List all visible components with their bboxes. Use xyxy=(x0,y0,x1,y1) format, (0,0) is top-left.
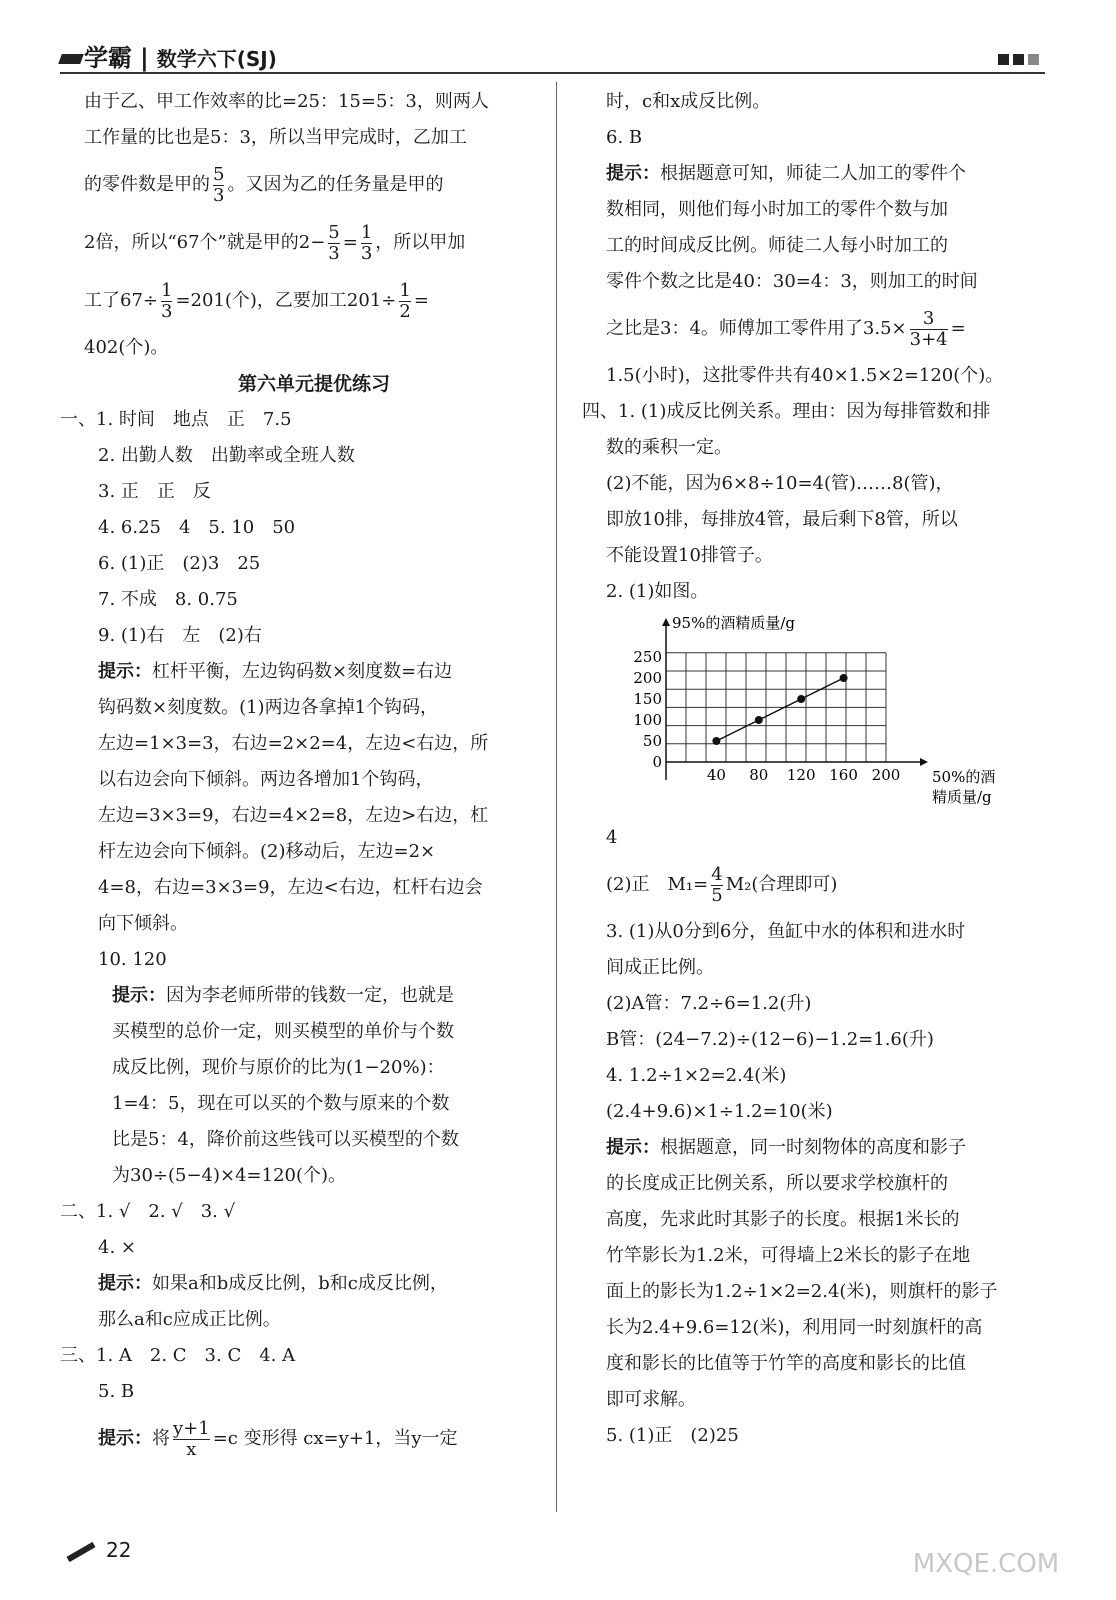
hint-line: 零件个数之比是40：30=4：3，则加工的时间 xyxy=(606,271,978,292)
brand-name: 学霸 xyxy=(84,44,132,72)
text-line: 2倍，所以“67个”就是甲的2− $\frac{5}{3}$ = $\frac{1}{3}$ ，所以甲加 xyxy=(84,221,466,264)
hint-line: 1.5(小时)，这批零件共有40×1.5×2=120(个)。 xyxy=(606,365,1004,386)
grad-cap-icon xyxy=(58,54,84,64)
hint-line: 左边=1×3=3，右边=2×2=4，左边<右边，所 xyxy=(98,733,489,754)
hint-line: 为30÷(5−4)×4=120(个)。 xyxy=(112,1165,347,1186)
page-footer xyxy=(66,1538,131,1562)
answer-line: 间成正比例。 xyxy=(606,957,714,978)
x-axis-arrow xyxy=(920,758,928,766)
hint-line: 提示：根据题意，同一时刻物体的高度和影子 xyxy=(606,1137,966,1158)
page-header xyxy=(60,38,1045,72)
hint-line: 提示：根据题意可知，师徒二人加工的零件个 xyxy=(606,163,966,184)
hint-line: 钩码数×刻度数。(1)两边各拿掉1个钩码， xyxy=(98,697,439,718)
answer-line: 3. 正 正 反 xyxy=(98,481,211,502)
y-tick-label: 200 xyxy=(633,669,662,687)
fraction: $\frac{3}{3+4}$ xyxy=(909,307,948,350)
hint-line: 提示：将 $\frac{y+1}{x}$ =c 变形得 cx=y+1，当y一定 xyxy=(98,1417,458,1460)
answer-line: 5. B xyxy=(98,1381,135,1402)
hint-line: 即可求解。 xyxy=(606,1389,696,1410)
y-axis-label: 95%的酒精质量/g xyxy=(672,614,795,632)
answer-line: 6. (1)正 (2)3 25 xyxy=(98,553,261,574)
hint-line: 以右边会向下倾斜。两边各增加1个钩码， xyxy=(98,769,434,790)
answer-line: (2)A管：7.2÷6=1.2(升) xyxy=(606,993,812,1014)
hint-line: 4=8，右边=3×3=9，左边<右边，杠杆右边会 xyxy=(98,877,483,898)
y-axis-arrow xyxy=(662,618,670,626)
text-line: 由于乙、甲工作效率的比=25：15=5：3，则两人 xyxy=(84,91,489,112)
x-axis-label: 50%的酒 xyxy=(932,768,996,786)
answer-line: 4 xyxy=(606,827,618,848)
hint-line: 面上的影长为1.2÷1×2=2.4(米)，则旗杆的影子 xyxy=(606,1281,998,1302)
fraction: $\frac{y+1}{x}$ xyxy=(173,1417,210,1460)
y-tick-label: 150 xyxy=(633,690,662,708)
data-point xyxy=(755,716,763,724)
answer-line: 10. 120 xyxy=(98,949,167,970)
data-point xyxy=(712,737,720,745)
answer-line: 即放10排，每排放4管，最后剩下8管，所以 xyxy=(606,509,958,530)
text-line: 的零件数是甲的 $\frac{5}{3}$ 。又因为乙的任务量是甲的 xyxy=(84,163,444,206)
fraction: $\frac{5}{3}$ xyxy=(328,221,340,264)
hint-line: 买模型的总价一定，则买模型的单价与个数 xyxy=(112,1021,454,1042)
alcohol-chart xyxy=(606,612,1026,812)
series-line xyxy=(716,678,843,741)
answer-line: 5. (1)正 (2)25 xyxy=(606,1425,739,1446)
right-column xyxy=(582,84,1046,1454)
hint-line: 比是5：4，降价前这些钱可以买模型的个数 xyxy=(112,1129,459,1150)
hint-line: 长为2.4+9.6=12(米)，利用同一时刻旗杆的高 xyxy=(606,1317,983,1338)
fraction: $\frac{4}{5}$ xyxy=(711,863,723,906)
answer-line: (2.4+9.6)×1÷1.2=10(米) xyxy=(606,1101,833,1122)
watermark-text: MXQE.COM xyxy=(912,1549,1060,1579)
header-rule xyxy=(60,72,1045,74)
hint-line: 左边=3×3=9，右边=4×2=8，左边>右边，杠 xyxy=(98,805,489,826)
hint-line: 提示：如果a和b成反比例，b和c成反比例， xyxy=(98,1273,448,1294)
hint-line: 数相同，则他们每小时加工的零件个数与加 xyxy=(606,199,948,220)
answer-line: 4. × xyxy=(98,1237,136,1258)
answer-line: (2)不能，因为6×8÷10=4(管)……8(管)， xyxy=(606,473,954,494)
page-number: 22 xyxy=(106,1538,132,1562)
answer-line: 9. (1)右 左 (2)右 xyxy=(98,625,262,646)
column-divider xyxy=(556,82,557,1512)
answer-line: 不能设置10排管子。 xyxy=(606,545,773,566)
hint-line: 工的时间成反比例。师徒二人每小时加工的 xyxy=(606,235,948,256)
hint-line: 提示：因为李老师所带的钱数一定，也就是 xyxy=(112,985,454,1006)
chart-svg xyxy=(606,612,1026,812)
left-column xyxy=(60,84,544,1468)
answer-line: 2. (1)如图。 xyxy=(606,581,709,602)
data-point xyxy=(840,674,848,682)
fraction: $\frac{1}{3}$ xyxy=(360,221,373,264)
x-tick-label: 40 xyxy=(706,766,726,784)
header-marks xyxy=(994,50,1039,69)
x-tick-label: 200 xyxy=(871,766,901,784)
hint-line: 那么a和c应成正比例。 xyxy=(98,1309,281,1330)
text-line: 工作量的比也是5：3，所以当甲完成时，乙加工 xyxy=(84,127,467,148)
hint-line: 高度，先求此时其影子的长度。根据1米长的 xyxy=(606,1209,960,1230)
hint-line: 竹竿影长为1.2米，可得墙上2米长的影子在地 xyxy=(606,1245,971,1266)
section-title: 第六单元提优练习 xyxy=(237,373,390,395)
fraction: $\frac{5}{3}$ xyxy=(213,163,225,206)
x-tick-label: 160 xyxy=(829,766,858,784)
answer-line: 4. 6.25 4 5. 10 50 xyxy=(98,517,296,538)
answer-line: 7. 不成 8. 0.75 xyxy=(98,589,238,610)
data-point xyxy=(797,695,805,703)
answer-line: 2. 出勤人数 出勤率或全班人数 xyxy=(98,445,355,466)
y-tick-label: 0 xyxy=(652,753,662,771)
answer-line: 数的乘积一定。 xyxy=(606,437,732,458)
hint-line: 度和影长的比值等于竹竿的高度和影长的比值 xyxy=(606,1353,966,1374)
x-tick-label: 80 xyxy=(749,766,769,784)
y-tick-label: 100 xyxy=(633,711,662,729)
hint-line: 提示：杠杆平衡，左边钩码数×刻度数=右边 xyxy=(98,661,453,682)
fraction: $\frac{1}{3}$ xyxy=(161,279,173,322)
brand-logo xyxy=(60,38,277,73)
text-line: 工了67÷ $\frac{1}{3}$ =201(个)，乙要加工201÷ $\frac{1}{2}$ = xyxy=(84,279,429,322)
fraction: $\frac{1}{2}$ xyxy=(399,279,411,322)
answer-line: 三、1. A 2. C 3. C 4. A xyxy=(60,1345,296,1366)
separator: | xyxy=(140,44,149,72)
hint-line: 成反比例，现价与原价的比为(1−20%)： xyxy=(112,1057,445,1078)
x-tick-label: 120 xyxy=(786,766,816,784)
text-line: 402(个)。 xyxy=(84,337,169,358)
hint-line: 向下倾斜。 xyxy=(98,913,188,934)
x-axis-label: 精质量/g xyxy=(932,788,992,806)
answer-line: 6. B xyxy=(606,127,643,148)
pencil-icon xyxy=(67,1541,96,1561)
subject-title: 数学六下(SJ) xyxy=(156,47,277,71)
answer-line: (2)正 M₁= $\frac{4}{5}$ M₂(合理即可) xyxy=(606,863,838,906)
answer-line: B管：(24−7.2)÷(12−6)−1.2=1.6(升) xyxy=(606,1029,934,1050)
y-tick-label: 250 xyxy=(633,648,662,666)
text-line: 时，c和x成反比例。 xyxy=(606,91,771,112)
watermark-logo xyxy=(886,1492,1086,1582)
hint-line: 的长度成正比例关系，所以要求学校旗杆的 xyxy=(606,1173,948,1194)
answer-line: 二、1. √ 2. √ 3. √ xyxy=(60,1201,236,1222)
hint-line: 之比是3：4。师傅加工零件用了3.5× $\frac{3}{3+4}$ = xyxy=(606,307,966,350)
hint-line: 杆左边会向下倾斜。(2)移动后，左边=2× xyxy=(98,841,436,862)
answer-line: 4. 1.2÷1×2=2.4(米) xyxy=(606,1065,787,1086)
answer-line: 3. (1)从0分到6分，鱼缸中水的体积和进水时 xyxy=(606,921,966,942)
answer-line: 四、1. (1)成反比例关系。理由：因为每排管数和排 xyxy=(582,401,991,422)
answer-line: 一、1. 时间 地点 正 7.5 xyxy=(60,409,292,430)
hint-line: 1=4：5，现在可以买的个数与原来的个数 xyxy=(112,1093,450,1114)
y-tick-label: 50 xyxy=(642,732,662,750)
